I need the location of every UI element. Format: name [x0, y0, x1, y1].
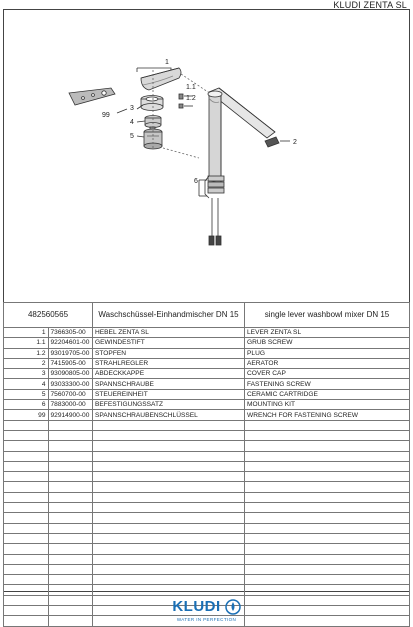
empty-table-row: [4, 575, 410, 585]
cell-en: [245, 564, 410, 574]
table-row: [4, 410, 410, 420]
cell-en: [245, 503, 410, 513]
cell-en: [245, 554, 410, 564]
cell-article: [48, 564, 93, 574]
cell-pos: 1.2: [4, 348, 49, 358]
cell-article: 7883000-00: [48, 400, 93, 410]
wrench-part: [69, 88, 115, 105]
callout-6: 6: [194, 178, 198, 185]
empty-table-row: [4, 554, 410, 564]
cell-de: [93, 513, 245, 523]
cell-article: 93033300-00: [48, 379, 93, 389]
empty-table-row: [4, 461, 410, 471]
empty-table-row: [4, 420, 410, 430]
cell-de: [93, 472, 245, 482]
cell-en: WRENCH FOR FASTENING SCREW: [245, 410, 410, 420]
cell-pos: [4, 554, 49, 564]
cell-en: [245, 575, 410, 585]
brand-tagline: WATER IN PERFECTION: [176, 617, 237, 622]
parts-table-header: [4, 303, 410, 328]
cell-en: [245, 533, 410, 543]
cell-pos: [4, 472, 49, 482]
table-row: [4, 400, 410, 410]
cell-article: 7415905-00: [48, 358, 93, 368]
cell-article: [48, 503, 93, 513]
cell-pos: [4, 451, 49, 461]
cell-en: [245, 420, 410, 430]
cell-pos: [4, 533, 49, 543]
cell-pos: [4, 461, 49, 471]
cell-en: [245, 441, 410, 451]
table-row: [4, 379, 410, 389]
cell-pos: 5: [4, 389, 49, 399]
mixer-body-part: [208, 88, 275, 184]
cell-article: 93090805-00: [48, 369, 93, 379]
title-english: single lever washbowl mixer DN 15: [245, 303, 410, 328]
cell-article: [48, 420, 93, 430]
callout-1: 1: [165, 59, 169, 66]
cell-pos: 2: [4, 358, 49, 368]
callout-5: 5: [130, 133, 134, 140]
cell-en: LEVER ZENTA SL: [245, 328, 410, 338]
cell-article: [48, 575, 93, 585]
cell-de: [93, 441, 245, 451]
callout-1-1: 1.1: [186, 84, 196, 91]
cell-de: SPANNSCHRAUBENSCHLÜSSEL: [93, 410, 245, 420]
cell-pos: [4, 513, 49, 523]
exploded-view-svg: [3, 10, 410, 302]
cell-de: [93, 430, 245, 440]
water-drop-icon: [225, 599, 241, 615]
cell-de: HEBEL ZENTA SL: [93, 328, 245, 338]
cell-en: [245, 492, 410, 502]
cell-en: [245, 513, 410, 523]
empty-table-row: [4, 544, 410, 554]
cell-en: PLUG: [245, 348, 410, 358]
cell-de: STRAHLREGLER: [93, 358, 245, 368]
lever-part: [141, 68, 181, 90]
cell-de: BEFESTIGUNGSSATZ: [93, 400, 245, 410]
cell-de: STOPFEN: [93, 348, 245, 358]
cell-en: [245, 482, 410, 492]
cell-pos: [4, 482, 49, 492]
cell-en: [245, 461, 410, 471]
mounting-kit-part: [205, 176, 224, 245]
table-row: [4, 338, 410, 348]
cell-pos: [4, 420, 49, 430]
empty-table-row: [4, 503, 410, 513]
cell-article: [48, 533, 93, 543]
cell-article: 92204601-00: [48, 338, 93, 348]
empty-table-row: [4, 441, 410, 451]
cell-de: [93, 575, 245, 585]
cell-article: [48, 492, 93, 502]
empty-table-row: [4, 492, 410, 502]
page-title: KLUDI ZENTA SL: [333, 0, 407, 10]
cell-pos: 6: [4, 400, 49, 410]
cell-pos: 1: [4, 328, 49, 338]
cover-cap-part: [141, 96, 163, 111]
cell-en: CERAMIC CARTRIDGE: [245, 389, 410, 399]
cell-pos: [4, 564, 49, 574]
cell-pos: 3: [4, 369, 49, 379]
cell-pos: 99: [4, 410, 49, 420]
empty-table-row: [4, 430, 410, 440]
cell-pos: 1.1: [4, 338, 49, 348]
cell-de: [93, 503, 245, 513]
table-row: [4, 348, 410, 358]
callout-3: 3: [130, 105, 134, 112]
empty-table-row: [4, 533, 410, 543]
cell-article: 92914900-00: [48, 410, 93, 420]
cell-de: [93, 451, 245, 461]
cell-de: [93, 523, 245, 533]
callout-99: 99: [102, 112, 110, 119]
cell-en: [245, 430, 410, 440]
brand-name: KLUDI: [172, 598, 221, 615]
empty-table-row: [4, 472, 410, 482]
cell-article: [48, 461, 93, 471]
cell-de: [93, 420, 245, 430]
cell-en: COVER CAP: [245, 369, 410, 379]
cell-pos: [4, 575, 49, 585]
cell-pos: [4, 544, 49, 554]
cell-en: AERATOR: [245, 358, 410, 368]
empty-table-row: [4, 523, 410, 533]
cell-de: [93, 554, 245, 564]
empty-table-row: [4, 585, 410, 595]
cell-article: [48, 472, 93, 482]
cell-article: [48, 513, 93, 523]
cell-pos: [4, 585, 49, 595]
cell-pos: [4, 523, 49, 533]
cell-en: [245, 544, 410, 554]
table-row: [4, 369, 410, 379]
cell-de: [93, 564, 245, 574]
cell-en: GRUB SCREW: [245, 338, 410, 348]
cell-de: [93, 544, 245, 554]
logo-wordmark: [172, 598, 240, 615]
cell-article: [48, 585, 93, 595]
kludi-logo: [0, 598, 413, 622]
fastening-screw-part: [145, 116, 161, 128]
cell-en: MOUNTING KIT: [245, 400, 410, 410]
cell-article: 7366305-00: [48, 328, 93, 338]
table-row: [4, 389, 410, 399]
cell-article: [48, 544, 93, 554]
callout-1-2: 1.2: [186, 95, 196, 102]
cell-pos: [4, 430, 49, 440]
order-number: 482560565: [4, 303, 93, 328]
cell-article: 7560700-00: [48, 389, 93, 399]
cell-article: [48, 523, 93, 533]
callout-2: 2: [293, 139, 297, 146]
cell-de: [93, 492, 245, 502]
cell-de: GEWINDESTIFT: [93, 338, 245, 348]
table-row: [4, 358, 410, 368]
cell-en: FASTENING SCREW: [245, 379, 410, 389]
cell-de: [93, 585, 245, 595]
cell-pos: [4, 503, 49, 513]
cell-en: [245, 472, 410, 482]
cell-article: [48, 441, 93, 451]
cell-article: [48, 554, 93, 564]
table-row: [4, 328, 410, 338]
cell-en: [245, 585, 410, 595]
cell-pos: [4, 441, 49, 451]
cell-article: 93019705-00: [48, 348, 93, 358]
aerator-part: [265, 137, 290, 147]
empty-table-row: [4, 451, 410, 461]
cell-de: [93, 482, 245, 492]
cell-de: [93, 533, 245, 543]
cell-de: ABDECKKAPPE: [93, 369, 245, 379]
empty-table-row: [4, 482, 410, 492]
parts-table: [3, 302, 410, 627]
cell-article: [48, 430, 93, 440]
cell-de: SPANNSCHRAUBE: [93, 379, 245, 389]
cell-pos: [4, 492, 49, 502]
cell-en: [245, 523, 410, 533]
cell-article: [48, 482, 93, 492]
cell-de: [93, 461, 245, 471]
cell-de: STEUEREINHEIT: [93, 389, 245, 399]
cell-en: [245, 451, 410, 461]
title-german: Waschschüssel-Einhandmischer DN 15: [93, 303, 245, 328]
exploded-view-drawing: [3, 10, 410, 302]
cell-article: [48, 451, 93, 461]
empty-table-row: [4, 513, 410, 523]
empty-table-row: [4, 564, 410, 574]
cell-pos: 4: [4, 379, 49, 389]
callout-4: 4: [130, 119, 134, 126]
